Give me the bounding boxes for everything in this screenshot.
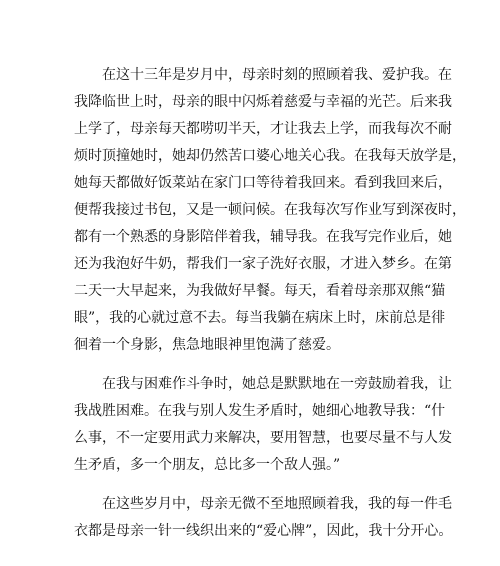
text-line: 徊着一个身影，焦急地眼神里饱满了慈爱。 [74,337,340,353]
text-line: 么事，不一定要用武力来解决，要用智慧，也要尽量不与人发 [74,430,452,446]
paragraph-3 [74,491,453,545]
text-line: 在我与困难作斗争时，她总是默默地在一旁鼓励着我，让 [102,376,452,392]
text-line: 我降临世上时，母亲的眼中闪烁着慈爱与幸福的光芒。后来我 [74,94,452,110]
text-line: 我战胜困难。在我与别人发生矛盾时，她细心地教导我：“什 [74,403,446,419]
text-line: 二天一大早起来，为我做好早餐。每天，看着母亲那双熊“猫 [74,283,446,299]
text-line: 生矛盾，多一个朋友，总比多一个敌人强。” [74,457,341,473]
paragraph-1 [74,62,466,359]
paragraph-2 [74,371,452,479]
text-line: 在这十三年是岁月中，母亲时刻的照顾着我、爱护我。在 [102,67,452,83]
text-line: 都有一个熟悉的身影陪伴着我，辅导我。在我写完作业后，她 [74,229,452,245]
text-line: 还为我泡好牛奶，帮我们一家子洗好衣服，才进入梦乡。在第 [74,256,452,272]
text-line: 在这些岁月中，母亲无微不至地照顾着我，我的每一件毛 [102,496,452,512]
text-line: 眼”，我的心就过意不去。每当我躺在病床上时，床前总是徘 [74,310,446,326]
text-line: 上学了，母亲每天都唠叨半天，才让我去上学，而我每次不耐 [74,121,452,137]
text-line: 烦时顶撞她时，她却仍然苦口婆心地关心我。在我每天放学是， [74,148,466,164]
text-line: 衣都是母亲一针一线织出来的“爱心牌”，因此，我十分开心。 [74,523,453,539]
paragraph-gap [74,359,434,371]
essay-body [74,62,466,545]
text-line: 她每天都做好饭菜站在家门口等待着我回来。看到我回来后， [74,175,452,191]
paragraph-gap [74,479,434,491]
text-line: 便帮我接过书包，又是一顿问候。在我每次写作业写到深夜时， [74,202,466,218]
